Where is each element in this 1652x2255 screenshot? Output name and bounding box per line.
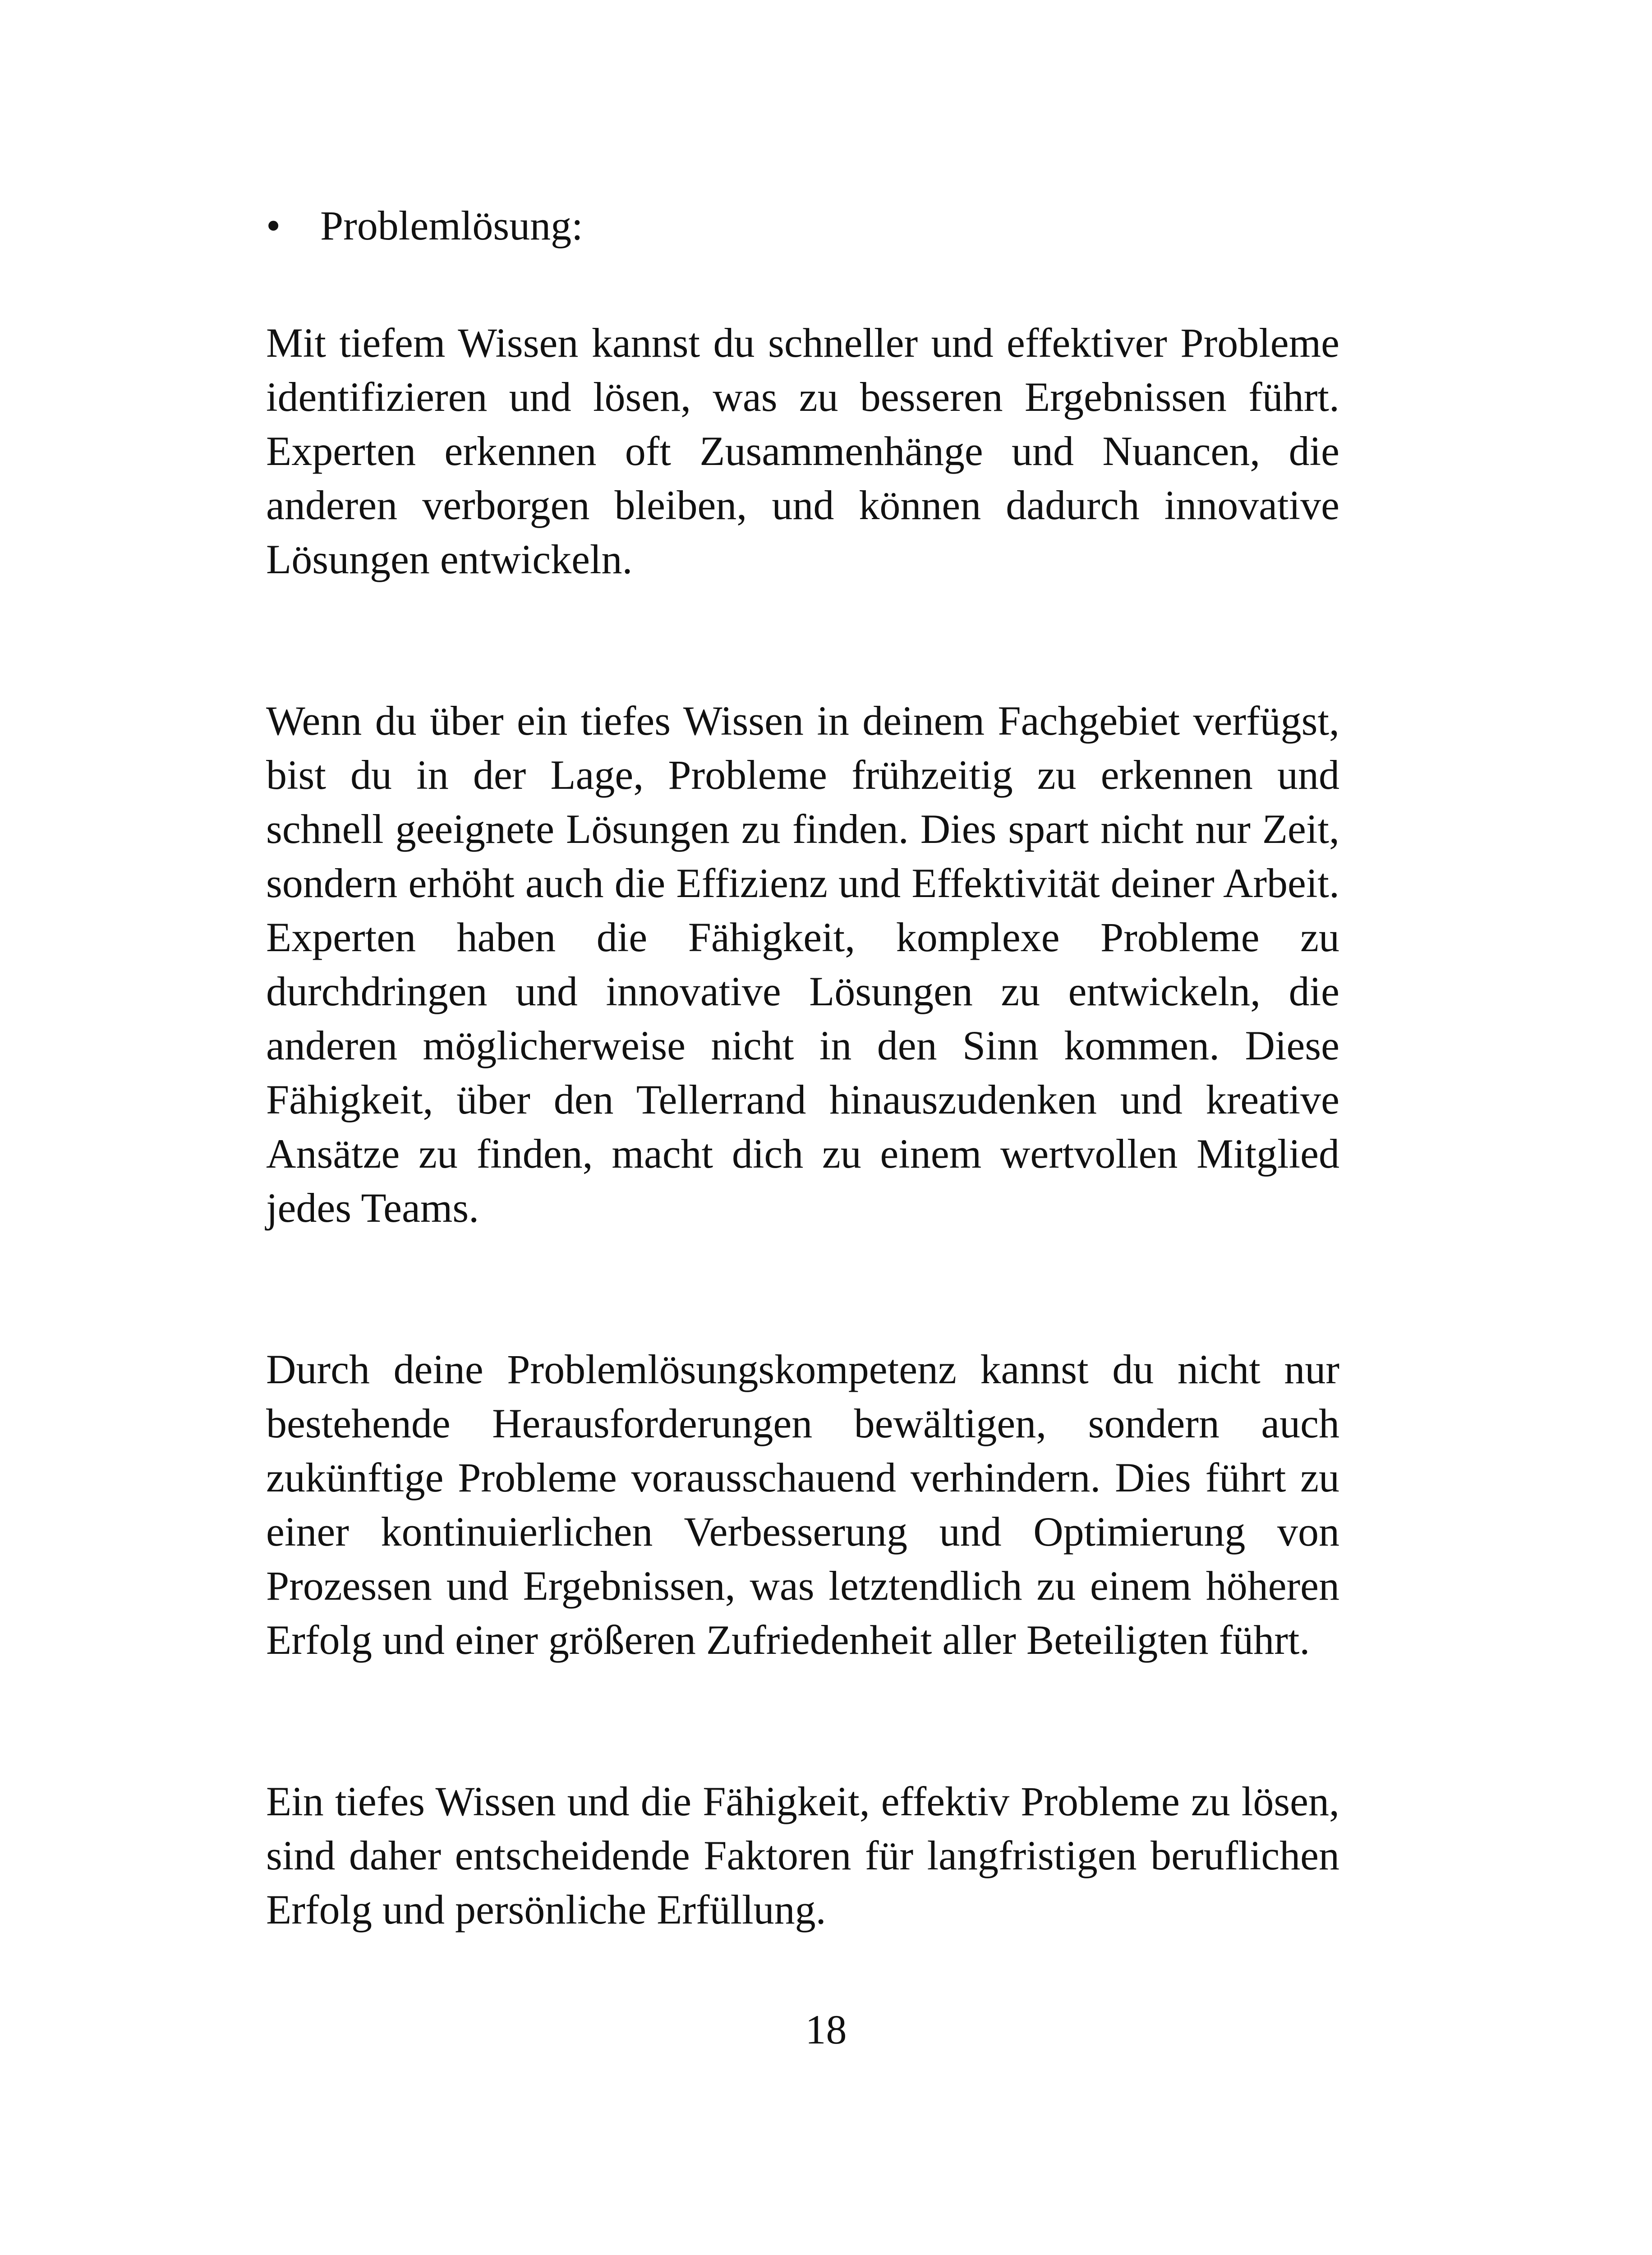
paragraph-1: Mit tiefem Wissen kannst du schneller und effektiver Probleme identifizieren und lösen, was zu besseren Ergebnissen führt. Experten erkennen oft Zusammenhänge und Nuancen, die anderen verborgen bleiben, und können dadurch innovative Lösungen entwickeln. [266, 320, 1339, 582]
paragraph-4: Ein tiefes Wissen und die Fähigkeit, effektiv Probleme zu lösen, sind daher entscheidende Faktoren für langfristigen beruflichen Erfolg und persönliche Erfüllung. [266, 1778, 1339, 1933]
body-text [266, 316, 1339, 2044]
paragraph-3: Durch deine Problemlösungskompetenz kannst du nicht nur bestehende Herausforderungen bewältigen, sondern auch zukünftige Probleme vorausschauend verhindern. Dies führt zu einer kontinuierlichen Verbesserung und Optimierung von Prozessen und Ergebnissen, was letztendlich zu einem höheren Erfolg und einer größeren Zufriedenheit aller Beteiligten führt. [266, 1346, 1339, 1663]
bullet-heading [266, 198, 583, 253]
page-number: 18 [805, 2006, 847, 2053]
paragraph-2: Wenn du über ein tiefes Wissen in deinem Fachgebiet verfügst, bist du in der Lage, Probleme frühzeitig zu erkennen und schnell geeignete Lösungen zu finden. Dies spart nicht nur Zeit, sondern erhöht auch die Effizienz und Effektivität deiner Arbeit. Experten haben die Fähigkeit, komplexe Probleme zu durchdringen und innovative Lösungen zu entwickeln, die anderen möglicherweise nicht in den Sinn kommen. Diese Fähigkeit, über den Tellerrand hinauszudenken und kreative Ansätze zu finden, macht dich zu einem wertvollen Mitglied jedes Teams. [266, 698, 1339, 1231]
bullet-marker: • [266, 202, 281, 249]
heading-text: Problemlösung: [320, 202, 583, 249]
